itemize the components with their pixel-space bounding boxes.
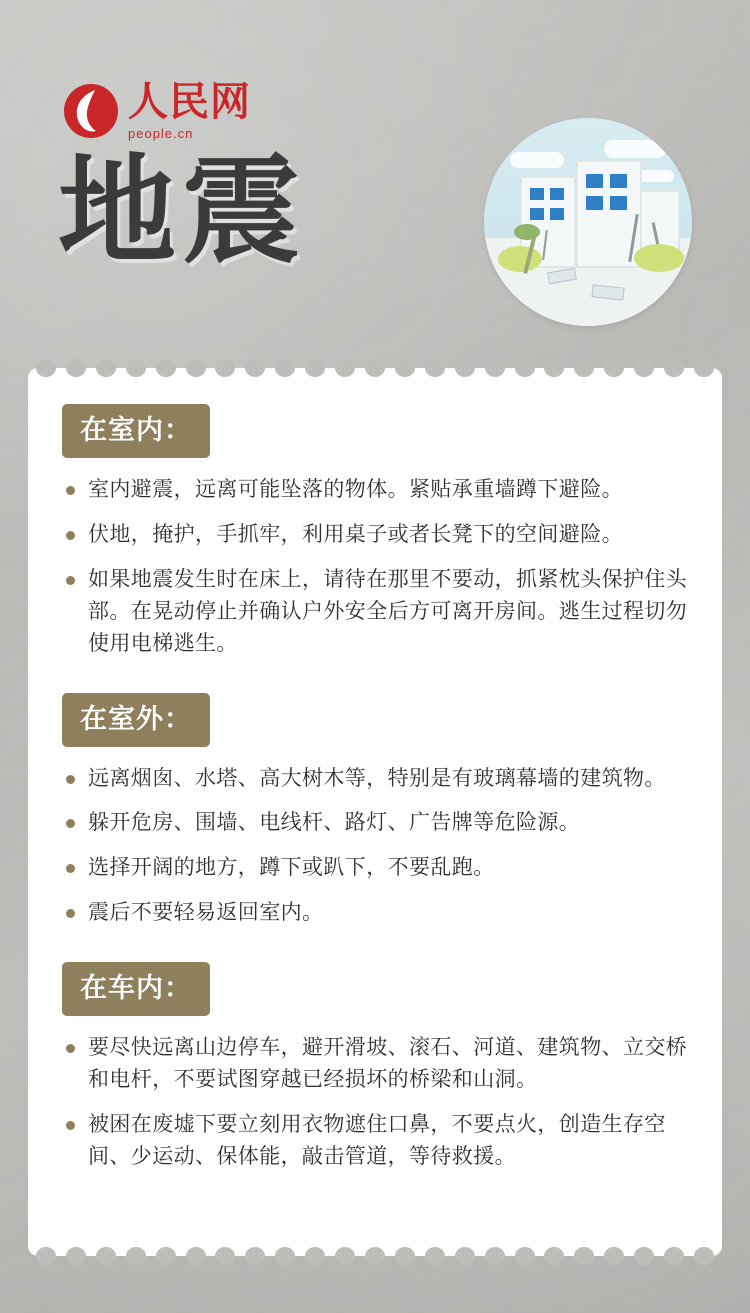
section-outdoors [62,693,688,930]
bush-icon [498,246,542,272]
cloud-icon [510,152,564,168]
list-item: 被困在废墟下要立刻用衣物遮住口鼻，不要点火，创造生存空间、少运动、保体能，敲击管道，等待救援。 [62,1109,688,1173]
section-heading-indoors: 在室内： [62,404,210,458]
advice-list-indoors [62,474,688,660]
list-item: 躲开危房、围墙、电线杆、路灯、广告牌等危险源。 [62,807,688,839]
window-icon [550,208,564,220]
brand-logo [62,79,251,141]
window-icon [586,174,603,188]
window-icon [530,188,544,200]
bush-icon [634,244,684,272]
window-icon [610,196,627,210]
advice-list-outdoors [62,763,688,930]
window-icon [530,208,544,220]
people-cn-logo-icon [62,82,120,140]
window-icon [610,174,627,188]
window-icon [550,188,564,200]
list-item: 伏地，掩护，手抓牢，利用桌子或者长凳下的空间避险。 [62,519,688,551]
list-item: 如果地震发生时在床上，请待在那里不要动，抓紧枕头保护住头部。在晃动停止并确认户外安全后方可离开房间。逃生过程切勿使用电梯逃生。 [62,564,688,660]
section-indoors [62,404,688,660]
cloud-icon [604,140,666,158]
section-in-vehicle [62,962,688,1173]
earthquake-illustration [484,118,692,326]
advice-card [28,368,722,1256]
window-icon [586,196,603,210]
section-heading-outdoors: 在室外： [62,693,210,747]
brand-name-en: people.cn [128,126,194,141]
list-item: 要尽快远离山边停车，避开滑坡、滚石、河道、建筑物、立交桥和电杆，不要试图穿越已经损坏的桥梁和山洞。 [62,1032,688,1096]
list-item: 选择开阔的地方，蹲下或趴下，不要乱跑。 [62,852,688,884]
list-item: 震后不要轻易返回室内。 [62,897,688,929]
leaf-icon [514,224,540,240]
advice-list-in-vehicle [62,1032,688,1173]
brand-name-cn: 人民网 [128,79,251,125]
list-item: 远离烟囱、水塔、高大树木等，特别是有玻璃幕墙的建筑物。 [62,763,688,795]
list-item: 室内避震，远离可能坠落的物体。紧贴承重墙蹲下避险。 [62,474,688,506]
section-heading-in-vehicle: 在车内： [62,962,210,1016]
page-title: 地震 [58,142,307,280]
